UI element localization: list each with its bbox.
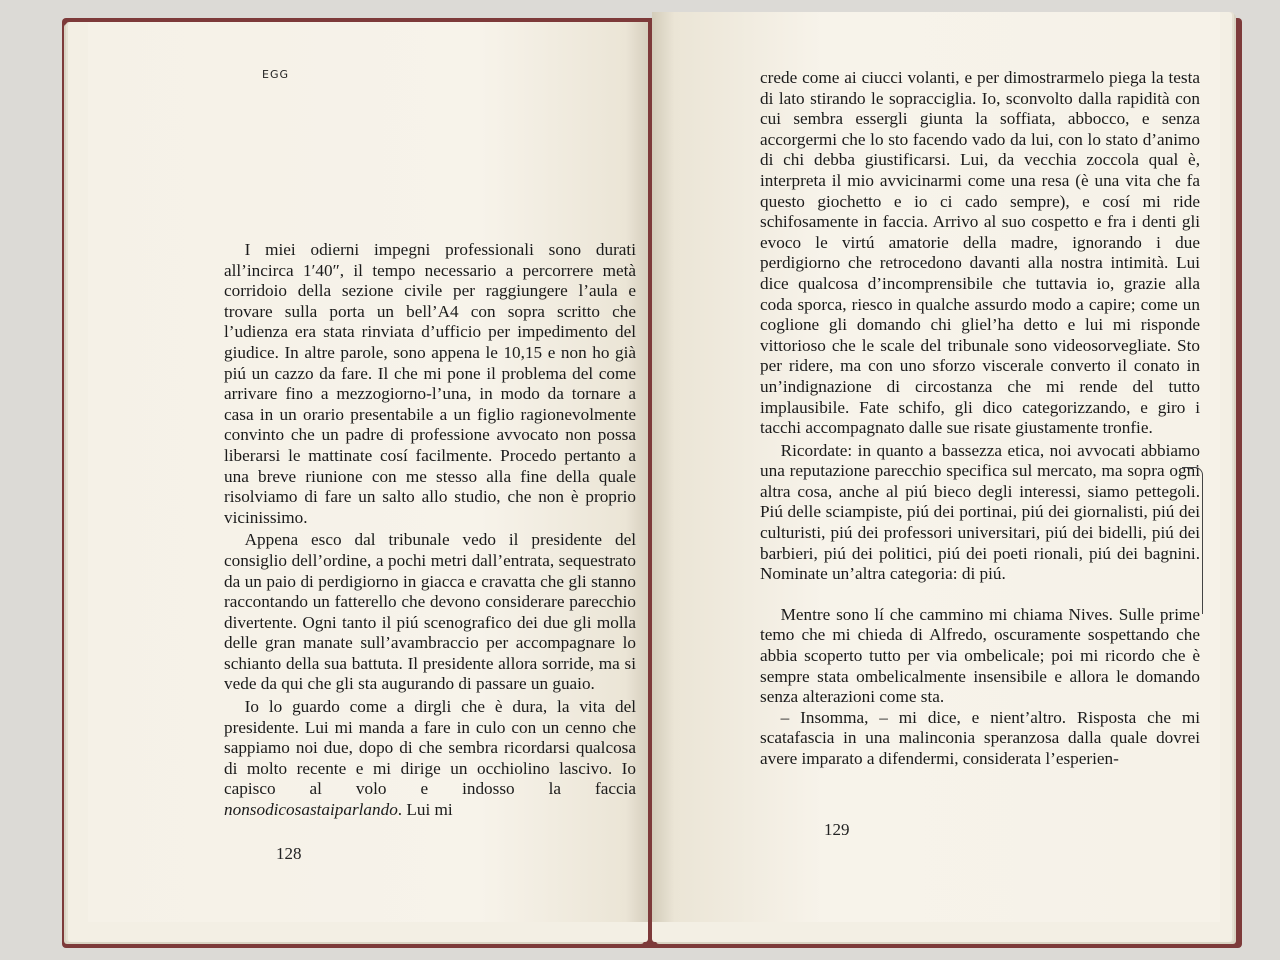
right-page <box>652 12 1220 922</box>
italic-word: nonsodicosastaiparlando <box>224 800 398 820</box>
pencil-margin-mark <box>1182 467 1203 614</box>
page-number: 129 <box>824 820 850 839</box>
left-page-body <box>224 240 636 821</box>
open-book <box>62 8 1242 954</box>
paragraph <box>224 697 636 821</box>
paragraph: – Insomma, – mi dice, e nient’altro. Risposta che mi scatafascia in una malinconia speranzosa dalla quale dovrei avere imparato a difendermi, considerata l’esperien- <box>760 707 1200 768</box>
paragraph: Mentre sono lí che cammino mi chiama Nives. Sulle prime temo che mi chieda di Alfredo, oscuramente sospettando che abbia scoperto tutto per via ombelicale; poi mi ricordo che è sempre stata ombelicalmente insensibile e allora le domando senza alterazioni come sta. <box>760 604 1200 707</box>
running-header: EGG <box>262 68 289 81</box>
paragraph: Appena esco dal tribunale vedo il presidente del consiglio dell’ordine, a pochi metri dall’entrata, sequestrato da un paio di perdigiorno in giacca e cravatta che gli stanno raccontando un fatterello che devono considerare parecchio divertente. Ogni tanto il piú scenografico dei due gli molla delle gran manate sull’avambraccio per accompagnare lo schianto della sua battuta. Il presidente allora sorride, ma si vede da qui che gli sta augurando di passare un guaio. <box>224 530 636 694</box>
paragraph-marked: Ricordate: in quanto a bassezza etica, noi avvocati abbiamo una reputazione parecchio specifica sul mercato, ma sopra ogni altra cosa, anche al piú bieco degli interessi, siamo pettegoli. Piú delle sciampiste, piú dei portinai, piú dei giornalisti, piú dei culturisti, piú dei professori universitari, piú dei bidelli, piú dei barbieri, piú dei politici, piú dei poeti rionali, piú dei bagnini. Nominate un’altra categoria: di piú. <box>760 440 1200 584</box>
right-page-body <box>760 68 1200 770</box>
paragraph-text: Io lo guardo come a dirgli che è dura, la vita del presidente. Lui mi manda a fare in culo con un cenno che sappiamo noi due, dopo di che sembra ricordarsi qualcosa di molto recente e mi dirige un occhiolino lascivo. Io capisco al volo e indosso la faccia <box>224 697 636 799</box>
left-page <box>88 22 648 922</box>
paragraph: crede come ai ciucci volanti, e per dimostrarmelo piega la testa di lato stirando le sopracciglia. Io, sconvolto dalla rapidità con cui sembra essergli giunta la soffiata, abbocco, e senza accorgermi che lo sto facendo vado da lui, con lo stato d’animo di chi debba giustificarsi. Lui, da vecchia zoccola qual è, interpreta il mio avvicinarmi come una resa (è una vita che fa questo giochetto e io ci cado sempre), e cosí mi ride schifosamente in faccia. Arrivo al suo cospetto e fra i denti gli evoco le virtú amatorie della madre, ignorando i due perdigiorno che retrocedono davanti alla nostra intimità. Lui dice qualcosa d’incomprensibile che tuttavia io, grazie alla coda sporca, riesco in qualche assurdo modo a capire; come un coglione gli domando chi gliel’ha detto e lui mi risponde vittorioso che le scale del tribunale sono videosorvegliate. Sto per ridere, ma con uno sforzo viscerale converto il conato in un’indignazione di circostanza che mi rende del tutto implausibile. Fate schifo, gli dico categorizzando, e giro i tacchi accompagnato dalle sue risate giustamente tronfie. <box>760 68 1200 438</box>
page-number: 128 <box>276 844 302 863</box>
paragraph-text: . Lui mi <box>397 800 453 820</box>
paragraph: I miei odierni impegni professionali sono durati all’incirca 1′40″, il tempo necessario a percorrere metà corridoio della sezione civile per raggiungere l’aula e trovare sulla porta un bell’A4 con sopra scritto che l’udienza era stata rinviata d’ufficio per impedimento del giudice. In altre parole, sono appena le 10,15 e non ho già piú un cazzo da fare. Il che mi pone il problema del come arrivare fino a mezzogiorno-l’una, in modo da tornare a casa in un orario presentabile a un figlio ragionevolmente convinto che un padre di professione avvocato non possa liberarsi le mattinate cosí facilmente. Procedo pertanto a una breve riunione con me stesso alla fine della quale risolviamo di fare un salto allo studio, che non è proprio vicinissimo. <box>224 240 636 527</box>
